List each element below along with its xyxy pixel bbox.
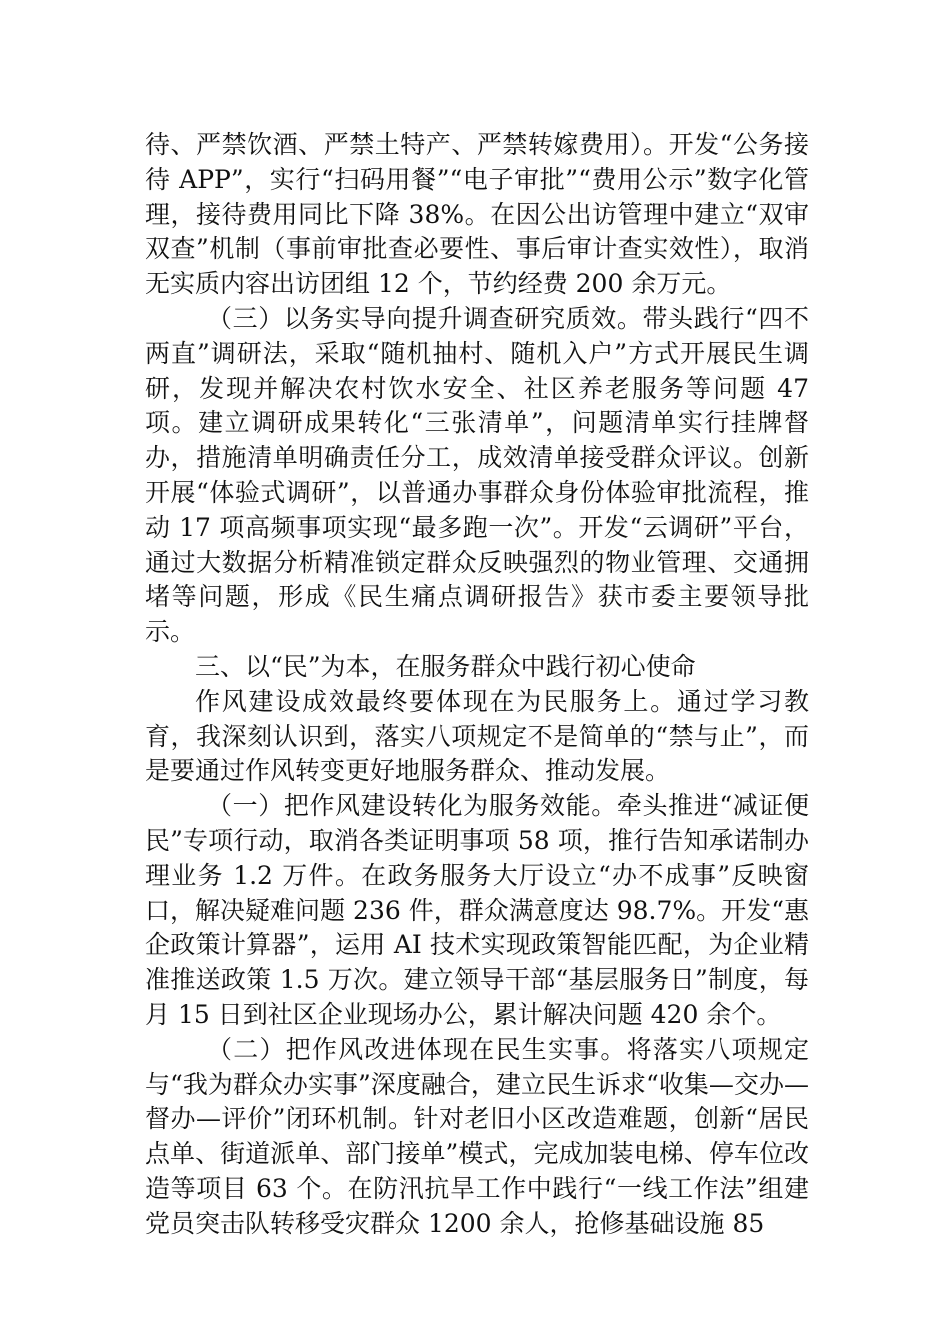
paragraph-continuation: 待、严禁饮酒、严禁土特产、严禁转嫁费用）。开发“公务接待 APP”，实行“扫码用餐”“电子审批”“费用公示”数字化管理，接待费用同比下降 38%。在因公出访管理中建立“双审双查”机制（事前审批查必要性、事后审计查实效性），取消无实质内容出访团组 12 个，节约经费 200 余万元。 xyxy=(145,130,809,299)
paragraph-section-intro: 作风建设成效最终要体现在为民服务上。通过学习教育，我深刻认识到，落实八项规定不是简单的“禁与止”，而是要通过作风转变更好地服务群众、推动发展。 xyxy=(145,686,809,786)
paragraph-service-efficiency: （一）把作风建设转化为服务效能。牵头推进“减证便民”专项行动，取消各类证明事项 58 项，推行告知承诺制办理业务 1.2 万件。在政务服务大厅设立“办不成事”反映窗口，解决疑难问题 236 件，群众满意度达 98.7%。开发“惠企政策计算器”，运用 AI 技术实现政策智能匹配，为企业精准推送政策 1.5 万次。建立领导干部“基层服务日”制度，每月 15 日到社区企业现场办公，累计解决问题 420 余个。 xyxy=(145,791,809,1029)
document-page xyxy=(145,128,809,1242)
paragraph-livelihood-projects: （二）把作风改进体现在民生实事。将落实八项规定与“我为群众办实事”深度融合，建立民生诉求“收集—交办—督办—评价”闭环机制。针对老旧小区改造难题，创新“居民点单、街道派单、部门接单”模式，完成加装电梯、停车位改造等项目 63 个。在防汛抗旱工作中践行“一线工作法”组建党员突击队转移受灾群众 1200 余人，抢修基础设施 85 xyxy=(145,1034,809,1238)
paragraph-research-quality: （三）以务实导向提升调查研究质效。带头践行“四不两直”调研法，采取“随机抽村、随机入户”方式开展民生调研，发现并解决农村饮水安全、社区养老服务等问题 47 项。建立调研成果转化“三张清单”，问题清单实行挂牌督办，措施清单明确责任分工，成效清单接受群众评议。创新开展“体验式调研”，以普通办事群众身份体验审批流程，推动 17 项高频事项实现“最多跑一次”。开发“云调研”平台，通过大数据分析精准锁定群众反映强烈的物业管理、交通拥堵等问题，形成《民生痛点调研报告》获市委主要领导批示。 xyxy=(145,303,809,647)
section-heading-people-oriented: 三、以“民”为本，在服务群众中践行初心使命 xyxy=(195,651,696,681)
